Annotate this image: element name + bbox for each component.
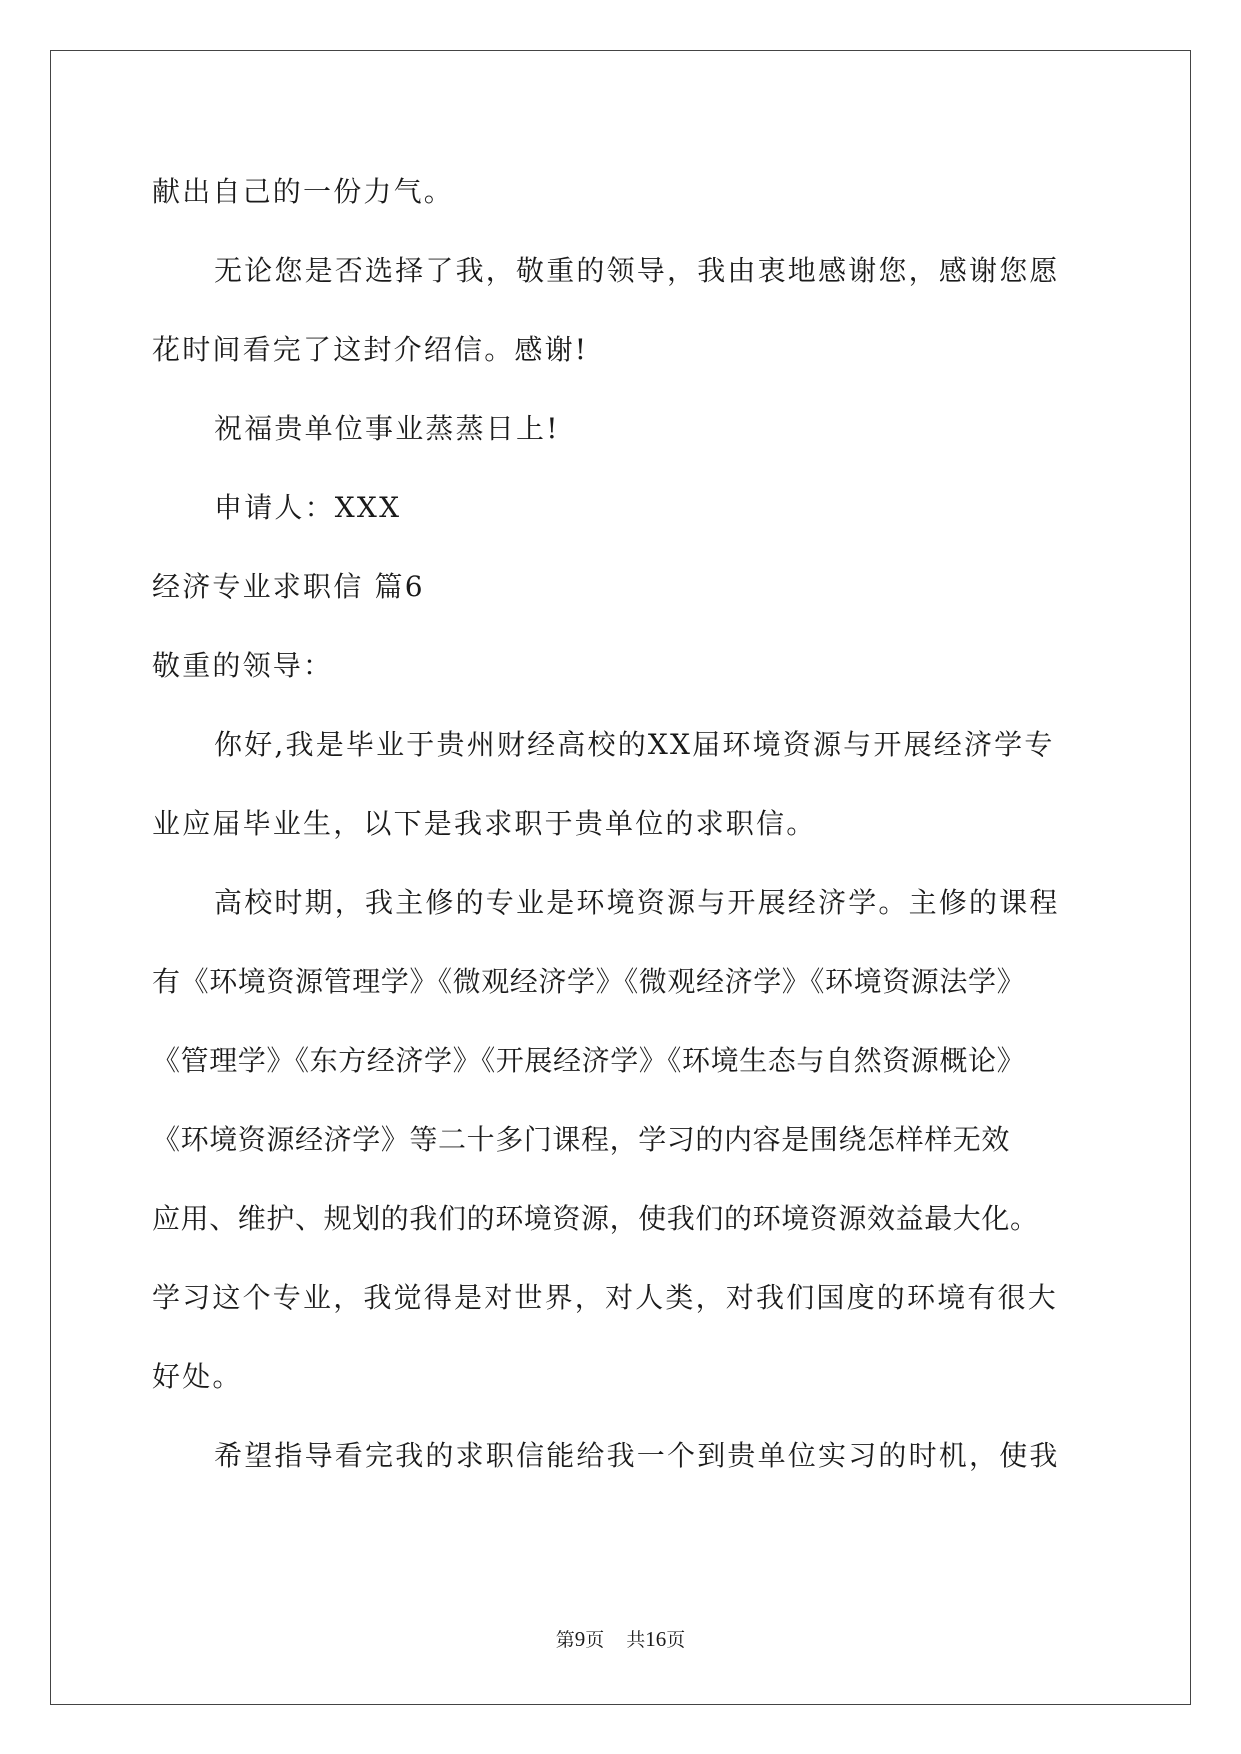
page-unit: 页 — [585, 1629, 605, 1651]
closing-wish: 祝福贵单位事业蒸蒸日上! — [214, 412, 560, 445]
paragraph-line: 高校时期，我主修的专业是环境资源与开展经济学。主修的课程 — [214, 886, 1060, 919]
page-footer — [0, 1625, 1241, 1652]
paragraph-line: 献出自己的一份力气。 — [152, 175, 455, 208]
document-body — [152, 152, 1092, 1495]
salutation: 敬重的领导： — [152, 649, 334, 682]
total-unit: 页 — [666, 1629, 686, 1651]
paragraph-line: 有《环境资源管理学》《微观经济学》《微观经济学》《环境资源法学》 — [152, 965, 1026, 998]
section-heading: 经济专业求职信 篇6 — [152, 570, 425, 603]
paragraph-line: 希望指导看完我的求职信能给我一个到贵单位实习的时机，使我 — [214, 1439, 1060, 1472]
paragraph-line: 好处。 — [152, 1360, 243, 1393]
paragraph-line: 花时间看完了这封介绍信。感谢! — [152, 333, 589, 366]
paragraph-line: 《管理学》《东方经济学》《开展经济学》《环境生态与自然资源概论》 — [152, 1044, 1026, 1077]
total-page-number: 16 — [645, 1627, 667, 1651]
paragraph-line: 无论您是否选择了我，敬重的领导，我由衷地感谢您，感谢您愿 — [214, 254, 1060, 287]
total-prefix: 共 — [626, 1629, 646, 1651]
applicant-signature: 申请人：XXX — [214, 491, 402, 524]
paragraph-line: 业应届毕业生，以下是我求职于贵单位的求职信。 — [152, 807, 817, 840]
page-prefix: 第 — [555, 1629, 575, 1651]
paragraph-line: 《环境资源经济学》等二十多门课程，学习的内容是围绕怎样样无效 — [152, 1123, 1011, 1156]
paragraph-line: 学习这个专业，我觉得是对世界，对人类，对我们国度的环境有很大 — [152, 1281, 1059, 1314]
paragraph-line: 你好,我是毕业于贵州财经高校的XX届环境资源与开展经济学专 — [214, 728, 1055, 761]
current-page-number: 9 — [574, 1627, 586, 1651]
paragraph-line: 应用、维护、规划的我们的环境资源，使我们的环境资源效益最大化。 — [152, 1202, 1039, 1235]
